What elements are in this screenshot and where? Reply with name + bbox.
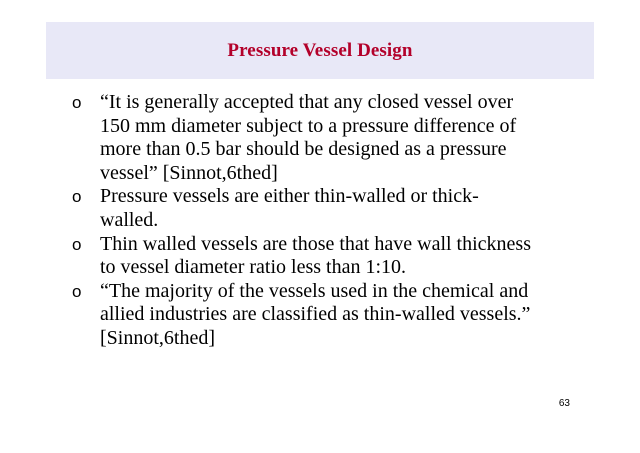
bullet-marker-icon: o (72, 187, 82, 207)
page-number: 63 (558, 398, 570, 409)
bullet-line: “The majority of the vessels used in the chemical and (100, 279, 529, 302)
bullet-line: 150 mm diameter subject to a pressure difference of (100, 114, 517, 137)
bullet-line: allied industries are classified as thin-walled vessels.” (100, 303, 531, 326)
bullet-marker-icon: o (72, 281, 82, 301)
title-band (46, 22, 594, 79)
bullet-marker-icon: o (72, 93, 82, 112)
bullet-item (72, 185, 572, 232)
bullet-line: to vessel diameter ratio less than 1:10. (100, 256, 407, 279)
bullet-line: “It is generally accepted that any closed vessel over (100, 91, 514, 113)
bullet-marker-icon: o (72, 234, 82, 254)
bullet-line: Pressure vessels are either thin-walled or thick- (100, 185, 479, 208)
slide-title: Pressure Vessel Design (227, 39, 413, 61)
bullet-item (72, 233, 572, 280)
bullet-item (72, 280, 572, 351)
bullet-line: walled. (100, 208, 159, 231)
bullet-list (72, 91, 572, 351)
bullet-item (72, 91, 572, 185)
bullet-line: more than 0.5 bar should be designed as a pressure (100, 138, 507, 161)
bullet-line: [Sinnot,6thed] (100, 326, 215, 349)
bullet-line: Thin walled vessels are those that have wall thickness (100, 232, 531, 255)
bullet-line: vessel” [Sinnot,6thed] (100, 161, 278, 184)
